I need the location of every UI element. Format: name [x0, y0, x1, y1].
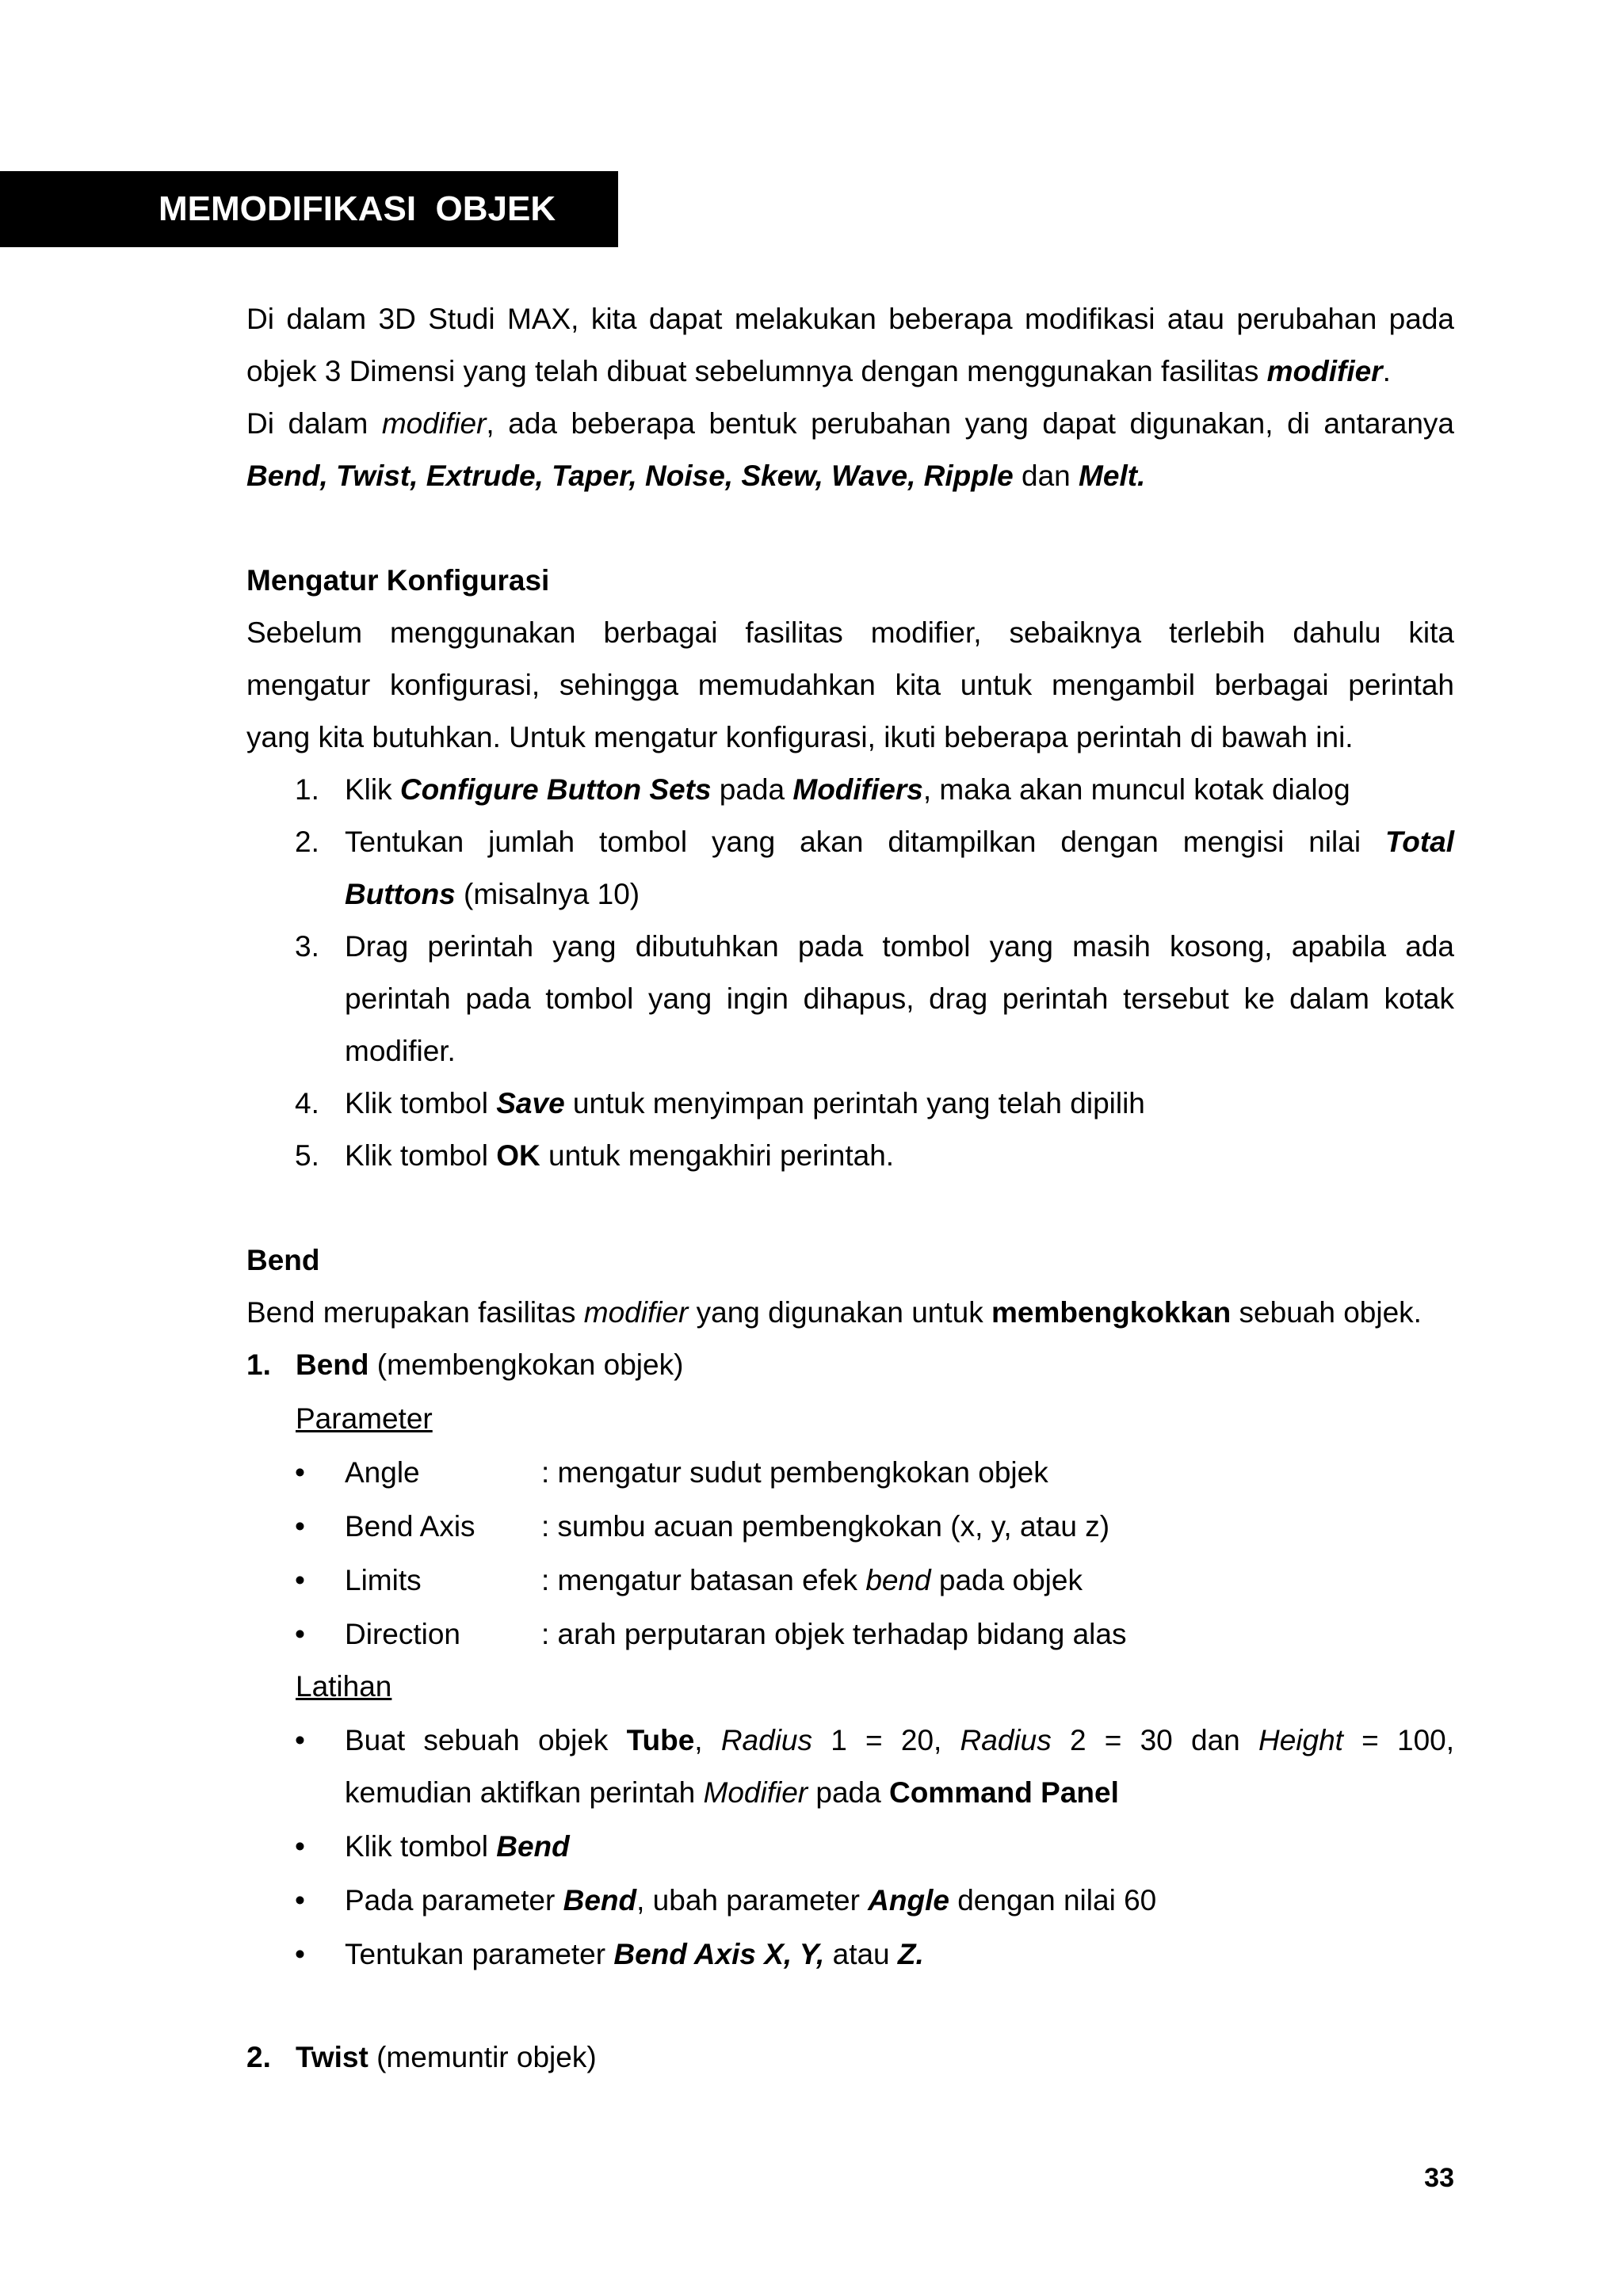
latihan-text: Tentukan parameter	[345, 1938, 614, 1970]
param-name: Bend Axis	[345, 1510, 475, 1543]
intro-text: objek 3 Dimensi yang telah dibuat sebelumnya dengan menggunakan fasilitas	[246, 355, 1267, 387]
bend-term: Bend	[563, 1884, 637, 1917]
step-text: pada	[711, 773, 793, 806]
param-desc-text: : mengatur batasan efek	[541, 1564, 866, 1596]
intro-modifier-term: modifier	[1266, 355, 1383, 387]
step-1	[345, 764, 1454, 816]
step-text: (misalnya 10)	[455, 878, 640, 910]
param-name: Direction	[345, 1618, 460, 1650]
modifiers-term: Modifiers	[792, 773, 923, 806]
tube-term: Tube	[626, 1724, 695, 1756]
intro-text: dan	[1013, 460, 1079, 492]
step-number: 3.	[295, 930, 319, 963]
bend-item-number: 1.	[246, 1348, 271, 1381]
latihan-text: Klik tombol	[345, 1830, 497, 1863]
konfigurasi-para-line-3: yang kita butuhkan. Untuk mengatur konfigurasi, ikuti beberapa perintah di bawah ini.	[246, 721, 1354, 753]
step-text: Klik tombol	[345, 1139, 497, 1172]
bend-text: sebuah objek.	[1231, 1296, 1422, 1329]
latihan-text: Buat sebuah objek	[345, 1724, 627, 1756]
bullet: •	[295, 1724, 305, 1756]
radius-term: Radius	[960, 1724, 1052, 1756]
latihan-2	[345, 1821, 1454, 1873]
param-desc: : mengatur sudut pembengkokan objek	[541, 1456, 1048, 1489]
ok-term: OK	[496, 1139, 540, 1172]
step-text: untuk menyimpan perintah yang telah dipilih	[564, 1087, 1145, 1119]
step-number: 5.	[295, 1139, 319, 1172]
konfigurasi-para-line-1: Sebelum menggunakan berbagai fasilitas modifier, sebaiknya terlebih dahulu kita	[246, 616, 1454, 649]
latihan-label: Latihan	[296, 1670, 392, 1703]
param-name: Angle	[345, 1456, 420, 1489]
step-number: 4.	[295, 1087, 319, 1119]
latihan-text: Pada parameter	[345, 1884, 563, 1917]
modifier-melt: Melt.	[1079, 460, 1146, 492]
latihan-text: 1 = 20,	[812, 1724, 960, 1756]
bullet: •	[295, 1884, 305, 1917]
param-desc	[541, 1554, 1453, 1607]
z-term: Z.	[897, 1938, 924, 1970]
step-2-line-1	[345, 816, 1454, 868]
command-panel-term: Command Panel	[888, 1776, 1119, 1809]
latihan-text: atau	[824, 1938, 898, 1970]
konfigurasi-para-line-2: mengatur konfigurasi, sehingga memudahkan kita untuk mengambil berbagai perintah	[246, 669, 1454, 701]
latihan-text: kemudian aktifkan perintah	[345, 1776, 704, 1809]
step-3-line-1: Drag perintah yang dibutuhkan pada tombol yang masih kosong, apabila ada	[345, 930, 1454, 963]
bend-term: Bend	[496, 1830, 570, 1863]
param-desc: : sumbu acuan pembengkokan (x, y, atau z)	[541, 1510, 1110, 1543]
intro-line-4	[246, 450, 1454, 502]
page-number: 33	[1424, 2163, 1454, 2193]
total-term: Total	[1384, 826, 1454, 858]
step-number: 2.	[295, 826, 319, 858]
intro-text: , ada beberapa bentuk perubahan yang dapat digunakan, di antaranya	[486, 407, 1454, 440]
konfigurasi-heading: Mengatur Konfigurasi	[246, 564, 550, 597]
parameter-label: Parameter	[296, 1402, 433, 1435]
latihan-4	[345, 1928, 1454, 1981]
bend-item-title: Bend	[296, 1348, 369, 1381]
latihan-text: dengan nilai 60	[949, 1884, 1157, 1917]
latihan-1-line-1	[345, 1714, 1454, 1767]
intro-text: .	[1382, 355, 1391, 387]
bullet: •	[295, 1456, 305, 1489]
section-title: MEMODIFIKASI OBJEK	[0, 171, 618, 247]
bend-text: Bend merupakan fasilitas	[246, 1296, 584, 1329]
modifier-list: Bend, Twist, Extrude, Taper, Noise, Skew, Wave, Ripple	[246, 460, 1014, 492]
bullet: •	[295, 1938, 305, 1970]
buttons-term: Buttons	[345, 878, 456, 910]
bullet: •	[295, 1510, 305, 1543]
latihan-1-line-2	[345, 1767, 1454, 1819]
step-text: Klik	[345, 773, 400, 806]
step-number: 1.	[295, 773, 319, 806]
intro-line-3	[246, 398, 1454, 450]
step-text: Tentukan jumlah tombol yang akan ditampilkan dengan mengisi nilai	[345, 826, 1385, 858]
angle-term: Angle	[868, 1884, 949, 1917]
membengkokkan-term: membengkokkan	[991, 1296, 1232, 1329]
radius-term: Radius	[720, 1724, 812, 1756]
bend-heading: Bend	[246, 1244, 320, 1276]
bend-term: bend	[865, 1564, 931, 1596]
bend-text: yang digunakan untuk	[688, 1296, 991, 1329]
step-3-line-2: perintah pada tombol yang ingin dihapus, drag perintah tersebut ke dalam kotak	[345, 982, 1454, 1015]
step-text: , maka akan muncul kotak dialog	[922, 773, 1350, 806]
modifier-term: Modifier	[703, 1776, 808, 1809]
twist-item-number: 2.	[246, 2041, 271, 2073]
height-term: Height	[1258, 1724, 1343, 1756]
save-term: Save	[496, 1087, 565, 1119]
bullet: •	[295, 1830, 305, 1863]
bend-description	[246, 1287, 1454, 1339]
configure-button-sets-term: Configure Button Sets	[399, 773, 712, 806]
bend-axis-term: Bend Axis X, Y,	[613, 1938, 825, 1970]
step-2-line-2	[345, 868, 1454, 921]
twist-title: Twist	[296, 2041, 369, 2073]
bend-item-text: (membengkokan objek)	[369, 1348, 684, 1381]
latihan-text: pada	[808, 1776, 889, 1809]
twist-item	[296, 2031, 1454, 2084]
step-text: Klik tombol	[345, 1087, 497, 1119]
twist-text: (memuntir objek)	[368, 2041, 597, 2073]
intro-line-1: Di dalam 3D Studi MAX, kita dapat melakukan beberapa modifikasi atau perubahan pada	[246, 303, 1454, 335]
modifier-term: modifier	[583, 1296, 689, 1329]
step-4	[345, 1077, 1454, 1130]
param-desc-text: pada objek	[930, 1564, 1083, 1596]
latihan-text: ,	[694, 1724, 721, 1756]
intro-modifier-term: modifier	[381, 407, 487, 440]
latihan-3	[345, 1875, 1454, 1927]
param-name: Limits	[345, 1564, 422, 1596]
bullet: •	[295, 1618, 305, 1650]
latihan-text: = 100,	[1342, 1724, 1455, 1756]
step-text: untuk mengakhiri perintah.	[540, 1139, 895, 1172]
param-desc: : arah perputaran objek terhadap bidang alas	[541, 1618, 1127, 1650]
bend-item	[296, 1339, 1454, 1391]
step-5	[345, 1130, 1454, 1182]
bullet: •	[295, 1564, 305, 1596]
latihan-text: , ubah parameter	[636, 1884, 869, 1917]
intro-line-2	[246, 345, 1454, 398]
step-3-line-3: modifier.	[345, 1035, 456, 1067]
latihan-text: 2 = 30 dan	[1051, 1724, 1258, 1756]
intro-text: Di dalam	[246, 407, 382, 440]
